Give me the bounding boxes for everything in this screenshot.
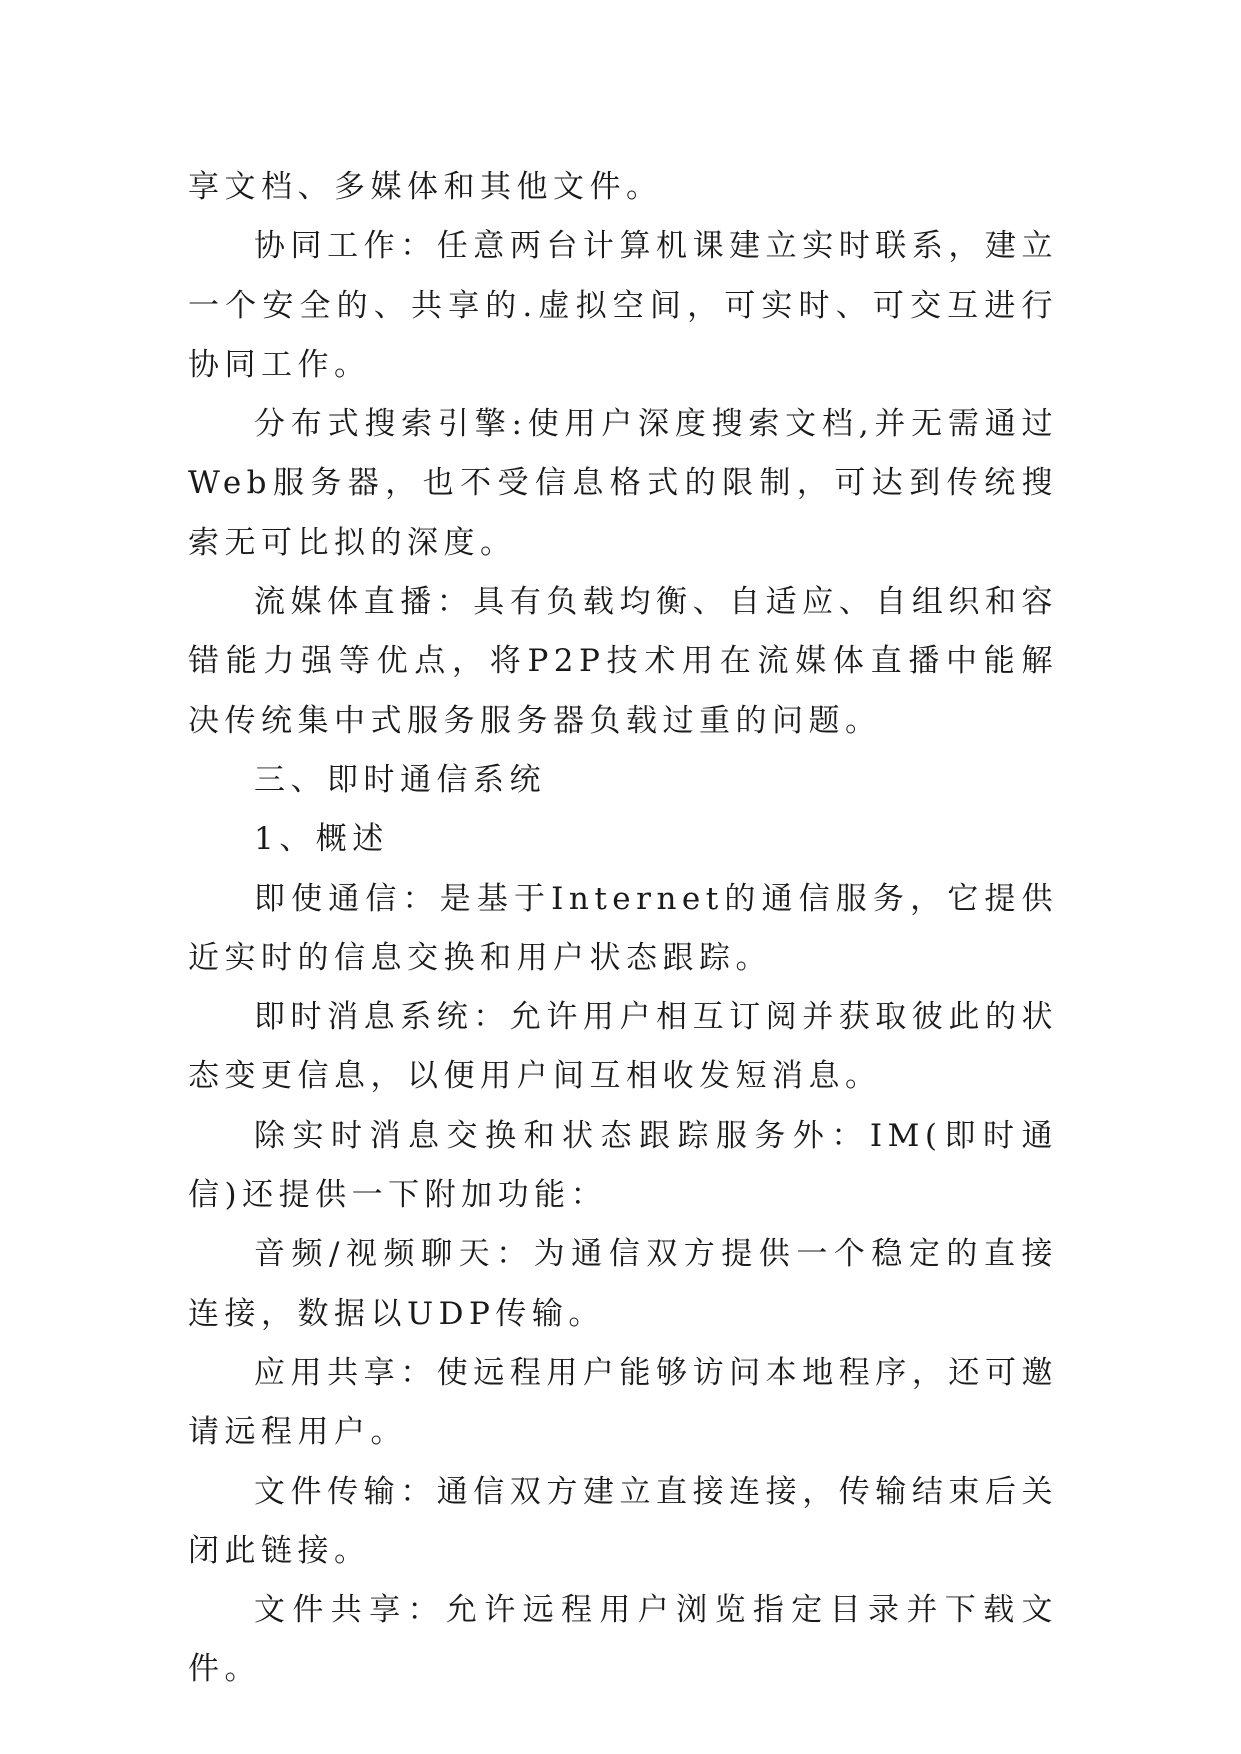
- paragraph-collaborative-work: 协同工作：任意两台计算机课建立实时联系，建立一个安全的、共享的.虚拟空间，可实时、可交互进行协同工作。: [188, 228, 1058, 383]
- paragraph-app-sharing: 应用共享：使远程用户能够访问本地程序，还可邀请远程用户。: [188, 1354, 1058, 1451]
- paragraph-additional-features: 除实时消息交换和状态跟踪服务外：IM(即时通信)还提供一下附加功能：: [188, 1117, 1058, 1214]
- paragraph-distributed-search: 分布式搜索引擎:使用户深度搜索文档,并无需通过Web服务器，也不受信息格式的限制，可达到传统搜索无可比拟的深度。: [188, 406, 1058, 561]
- paragraph-im-message-system: 即时消息系统：允许用户相互订阅并获取彼此的状态变更信息，以便用户间互相收发短消息。: [188, 999, 1058, 1095]
- document-body: [188, 158, 1058, 1700]
- paragraph-file-transfer: 文件传输：通信双方建立直接连接，传输结束后关闭此链接。: [188, 1473, 1058, 1569]
- paragraph-continuation: 享文档、多媒体和其他文件。: [188, 169, 663, 205]
- subsection-heading-overview: 1、概述: [254, 821, 389, 858]
- paragraph-streaming-broadcast: 流媒体直播：具有负载均衡、自适应、自组织和容错能力强等优点，将P2P技术用在流媒体直播中能解决传统集中式服务服务器负载过重的问题。: [188, 584, 1058, 739]
- paragraph-av-chat: 音频/视频聊天：为通信双方提供一个稳定的直接连接，数据以UDP传输。: [188, 1236, 1058, 1332]
- paragraph-file-sharing: 文件共享：允许远程用户浏览指定目录并下载文件。: [188, 1592, 1058, 1688]
- section-heading-im-system: 三、即时通信系统: [254, 761, 546, 798]
- paragraph-im-definition: 即使通信：是基于Internet的通信服务，它提供近实时的信息交换和用户状态跟踪。: [188, 880, 1058, 976]
